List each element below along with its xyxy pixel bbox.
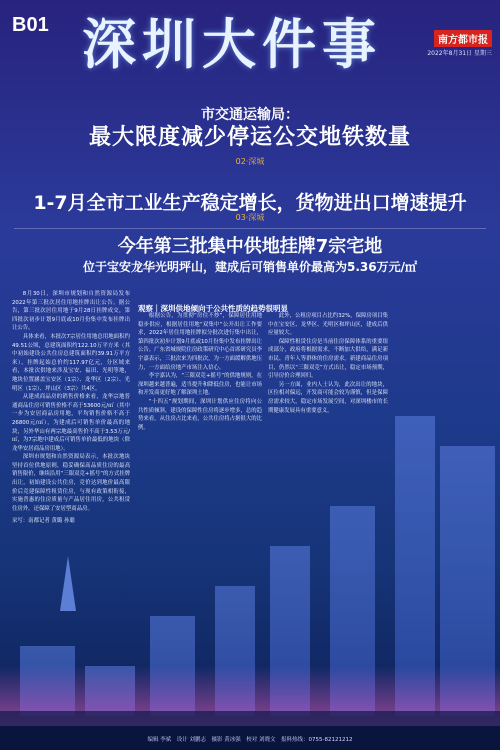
paragraph: 李宇嘉认为，“三限双竞+摇号”的供地规则，在深圳越来越普遍，适当提升和降低住房，也能让市场和开发商更好地了解深圳土地。 [138,373,262,397]
paragraph: 此外，公租房项目占比约32%，保障房项目集中在宝安区、龙华区、光明区和坪山区，建成后供应量较大。 [268,313,388,337]
story3-subhead: 位于宝安龙华光明坪山，建成后可销售单价最高为5.36万元/㎡ [83,260,417,274]
footer-credits: 编辑 李斌 设计 刘鹏志 摄影 黄冰强 校对 刘晓文 报料热线：0755-82121212 [0,726,500,750]
story3-left-column [12,290,130,526]
page-code: B01 [12,14,49,36]
story2-headline[interactable]: 1-7月全市工业生产稳定增长，货物进出口增速提升 [33,192,467,214]
paragraph: 根据公告，为贯彻“房住不炒”，保障居住用地稳步供应，根据居住用地“双集中”公开出让工作要求，2022年居住用地挂牌拟分批次进行集中出让，第四批次初步计划9月底或10月份集中发布挂牌出让公告。广东省城规院住房政策研究中心首席研究员李宇嘉表示，三批次来为四批次，为一方面缓解供地压力，一方面给房地产市场注入信心。 [138,313,262,371]
story1-headline[interactable]: 最大限度减少停运公交地铁数量 [88,125,411,150]
story2-page-ref[interactable]: 03·深城 [235,213,265,222]
observation-box-title: 观察｜深圳供地倾向于公共性质的趋势很明显 [138,304,288,313]
paragraph: 深圳市规划和自然资源局表示，本批次地块坚持首位供地原则，稳妥确保高品质住房的最高销售限价，继续沿用“三限双竞+摇号”的方式挂牌出让，初始建设公共住房，竞价达到地价最高限价后竞建保障性租赁住房，与现有政策相衔接，实施普惠的住房质量与产品居住用房，公共租赁住房外，还保障了安居型商品房。 [12,454,130,512]
story1-page-ref[interactable]: 02·深城 [235,157,265,166]
byline: 采写：南都记者 黄璐 孙聪 [12,518,75,525]
paragraph: 具体来看，本批次7宗居住用地总用地面积约49.51公顷，总建筑面积约122.10万平方米（其中初始建设公共住房总建筑面积约39.91万平方米），挂牌起始总价约117.97亿元，分区域来看，本批次供地来涉及宝安、福田、光明等地，地块位置涵盖宝安区（1宗）、龙华区（2宗）、光明区（1宗）、坪山区（3宗）共4区。 [12,333,130,392]
paragraph: “十四五”规划期间，深圳计划供应住房将向公共性质倾斜，建设的保障性住房将逐步增多，总的趋势来看，从住房占比来看，公共住房将占据很大的比例。 [138,398,262,431]
paragraph: 从建成商品房的销售价格来看，龙华宗地普通商品住房可销售价格不高于53600元/㎡（其中一步为安居商品房用地，平均销售价格不高于26800元/㎡），为建成后可销售单价最高的地块，另外华山有两宗地最高售价不高于3.53万元/㎡，为7宗地中建成后可销售单价最低的地块（除龙华安居商品房用地）。 [12,394,130,452]
paragraph: 保障性租赁住房是当前住房保障体系的重要组成部分，政府将根据需求，不断加大供给，满足新市民、青年人等群体的住房需求。新建商品住房项目，仍然以“三限双竞”方式出让，稳定市场预期，引导房价合理回归。 [268,338,388,380]
story1-kicker: 市交通运输局： [201,107,299,123]
brand-logo: 南方都市报 [434,30,492,47]
dateline: 2022年8月31日 星期三 [427,50,492,57]
masthead-band [0,0,500,78]
paragraph: 8月30日，深圳市规划和自然资源局发布2022年第三批次居住用地挂牌出让公告。据公告，第三批次居住用地于9月28日挂牌成交，第四批次初步计划9月底或10月份集中发布挂牌出让公告。 [12,291,130,332]
masthead-title: 深圳大件事 [82,13,382,76]
observation-column-2 [268,312,388,415]
observation-column-1 [138,312,262,432]
divider [14,228,486,229]
paragraph: 另一方面，业内人士认为，此次出让的地块，区位相对偏远，开发商可能会较为谨慎，但是保障房需求较大，稳定市场发展空间，对深圳楼市的长期健康发展具有重要意义。 [268,381,388,414]
story3-headline: 今年第三批集中供地挂牌7宗宅地 [117,236,383,257]
